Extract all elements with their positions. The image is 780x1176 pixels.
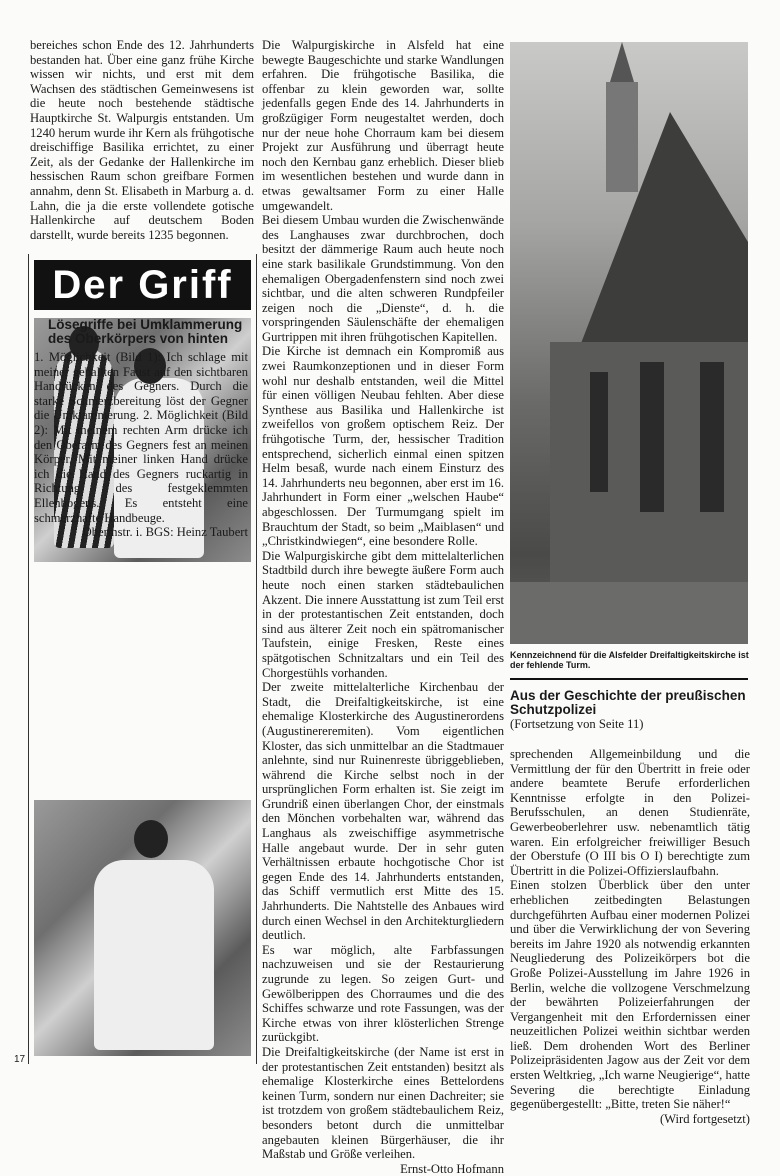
article-subtitle: (Fortsetzung von Seite 11) — [510, 717, 644, 731]
griff-title-bar — [34, 260, 251, 310]
paragraph: Bei diesem Umbau wurden die Zwischenwände des Langhauses zwar durchbrochen, doch besitzt der dämmerige Raum auch heute noch eine stark basilikale Grundstimmung. Von den ehemaligen Obergadenfenstern sind noch zwei sichtbar, und die alten schweren Rundpfeiler zeigen noch die „Dienste“, d. h. die vorspringenden Säulenschäfte der ehemaligen Gurtrippen mit ihren frühgotischen Kapitellen. — [262, 213, 504, 344]
paragraph: Die Walpurgiskirche in Alsfeld hat eine bewegte Baugeschichte und starke Wandlungen erfahren. Die frühgotische Basilika, die offenbar zu klein geworden war, sollte jedenfalls gegen Ende des 14. Jahrhunderts in großzügiger Form neugestaltet werden, doch nur der neue hohe Chorraum kam bei diesem Projekt zur Ausführung und überragt heute noch den Kernbau ganz erheblich. Dieser blieb im wesentlichen bestehen und wurde dann in etwas gewaltsamer Form zu einer Halle umgewandelt. — [262, 38, 504, 213]
griff-text — [34, 350, 248, 540]
paragraph: Die Kirche ist demnach ein Kompromiß aus zwei Raumkonzeptionen und in dieser Form wohl nur deshalb entstanden, weil die Mittel für einen völligen Neubau fehlten. Aber diese Synthese aus Basilika und Hallenkirche ist zweifellos von großem optischem Reiz. Der frühgotische Turm, der, hessischer Tradition entsprechend, sicherlich einmal einen spitzen Helm besaß, wurde nach einem Einsturz des 14. Jahrhunderts neu begonnen, aber erst im 16. Jahrhundert in Form einer „welschen Haube“ abgeschlossen. Der Turmumgang spielt im Brauchtum der Stadt, so beim „Maiblasen“ und „Christkindwiegen“, eine besondere Rolle. — [262, 344, 504, 549]
photo-caption: Kennzeichnend für die Alsfelder Dreifaltigkeitskirche ist der fehlende Turm. — [510, 650, 749, 670]
photo-grip-2 — [34, 800, 251, 1056]
griff-heading: Lösegriffe bei Umklammerung des Oberkörpers von hinten — [48, 317, 243, 346]
divider — [510, 678, 748, 680]
paragraph: Die Walpurgiskirche gibt dem mittelalterlichen Stadtbild durch ihre bewegte äußere Form auch heute noch einen starken städtebaulichen Akzent. Die innere Ausstattung ist zum Teil erst in der protestantischen Zeit entstanden, doch sind aus älterer Zeit noch ein spätromanischer Taufstein, einige Fresken, Reste eines spätgotischen Schnitzaltars und ein Teil des Chorgestühls vorhanden. — [262, 548, 504, 680]
article-heading: Aus der Geschichte der preußischen Schutzpolizei — [510, 688, 746, 717]
paragraph — [262, 1044, 504, 1176]
paragraph-text: Einen stolzen Überblick über den unter erheblichen zeitbedingten Belastungen durchgeführten Aufbau einer modernen Polizei und über die Verwirklichung der von Severing bereits im Jahre 1920 als notwendig erkannten Neugliederung des Polizeikörpers bot die Große Polizei-Ausstellung im Jahre 1926 in Berlin, welche die vollzogene Verschmelzung der bewährten Polizeierfahrungen der Vergangenheit mit den Erfordernissen einer neuzeitlichen Polizei weithin sichtbar werden ließ. Dem drohenden Wort des Berliner Polizeipräsidenten Jagow aus der Zeit vor dem ersten Weltkrieg, „Ich warne Neugierige“, hatte Severing die berechtigte Einladung gegenübergestellt: „Bitte, treten Sie näher!“ — [510, 878, 750, 1112]
left-column — [30, 38, 254, 242]
griff-title: Der Griff — [52, 262, 233, 307]
paragraph: bereiches schon Ende des 12. Jahrhunderts bestanden hat. Über eine ganz frühe Kirche wissen wir nichts, und erst mit dem Wachsen des städtischen Gemeinwesens ist die heute noch bestehende städtische Hauptkirche St. Walpurgis entstanden. Um 1240 herum wurde ihr Kern als frühgotische dreischiffige Basilika errichtet, zu einer Zeit, als der Gedanke der Hallenkirche im hessischen Raum schon greifbare Formen annahm, denn St. Elisabeth in Marburg a. d. Lahn, die ja die erste vollendete gotische Hallenkirche auf deutschem Boden darstellt, wurde bereits 1235 begonnen. — [30, 38, 254, 242]
paragraph: 1. Möglichkeit (Bild 1): Ich schlage mit meiner geballten Faust auf den sichtbaren Handrücken des Gegners. Durch die starke Schmerzbereitung löst der Gegner die Umklammerung. 2. Möglichkeit (Bild 2): Mit meinem rechten Arm drücke ich den Oberarm des Gegners fest an meinen Körper. Mit meiner linken Hand drücke ich die Hand des Gegners ruckartig in Richtung des festgeklemmten Ellenbogens. Es entsteht eine schmerzhafte Handbeuge. — [34, 350, 248, 525]
church-photo — [510, 42, 748, 644]
griff-author: Obermstr. i. BGS: Heinz Taubert — [82, 525, 248, 540]
article-author: Ernst-Otto Hofmann — [400, 1161, 504, 1176]
middle-column — [262, 38, 504, 1176]
paragraph: sprechenden Allgemeinbildung und die Vermittlung der für den Übertritt in freie oder andere beamtete Berufe erforderlichen Kenntnisse erfolgte in den Polizei-Berufsschulen, an denen Studienräte, Gewerbeoberlehrer usw. nebenamtlich tätig waren. Ein erfolgreicher freiwilliger Besuch der Oberstufe (O III bis O I) berechtigte zum Übertritt in die Polizei-Offizierslaufbahn. — [510, 747, 750, 878]
paragraph: Der zweite mittelalterliche Kirchenbau der Stadt, die Dreifaltigkeitskirche, ist eine ehemalige Klosterkirche des Augustinerordens (Augustinereremiten). Vom eigentlichen Kloster, das sich unmittelbar an die Stadtmauer anlehnte, sind nur Ruinenreste übriggeblieben, während die Kirche selbst noch in der ursprünglichen Form erhalten ist. Sie zeigt im Grundriß einen überlangen Chor, der einstmals den Mönchen vorbehalten war, während das Langhaus als zweischiffige asymmetrische Halle angebaut wurde. Der in sehr guten Verhältnissen erbaute hochgotische Chor ist gegen Ende des 14. Jahrhunderts entstanden, das Schiff vermutlich erst Mitte des 15. Jahrhunderts. Die Nahtstelle des Anbaues wird durch einen Wechsel in den Architekturgliedern deutlich. — [262, 680, 504, 943]
continued-note: (Wird fortgesetzt) — [659, 1111, 750, 1126]
right-column — [510, 747, 750, 1126]
page-number: 17 — [14, 1054, 26, 1065]
paragraph: Es war möglich, alte Farbfassungen nachzuweisen und sie der Restaurierung zugrunde zu legen. So zeigen Gurt- und Gewölberippen des Chorraumes und die des Schiffes schwarze und rote Fassungen, was der Kirche etwas von ihrer klösterlichen Strenge zurückgibt. — [262, 942, 504, 1045]
paragraph-text: Die Dreifaltigkeitskirche (der Name ist erst in der protestantischen Zeit entstanden) besitzt als ehemalige Klosterkirche eines Bettelordens keinen Turm, sondern nur einen Dachreiter; sie ist trotzdem von großem städtebaulichem Reiz, besonders betont durch die unmittelbar angebauten kleinen Bürgerhäuser, die ihr Maßstab und Größe verleihen. — [262, 1044, 504, 1162]
paragraph — [510, 878, 750, 1126]
